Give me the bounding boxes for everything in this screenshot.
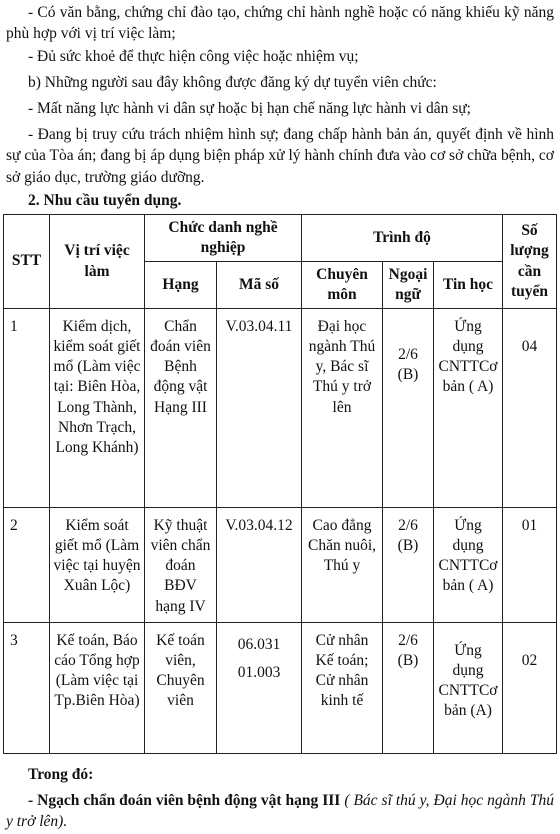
header-code: Mã số <box>217 262 302 309</box>
cell-rank: Chẩn đoán viên Bệnh động vật Hạng III <box>145 309 217 508</box>
cell-specialty: Cử nhân Kế toán; Cử nhân kinh tế <box>302 623 383 754</box>
header-level-group: Trình độ <box>302 215 503 262</box>
table-row <box>4 309 557 508</box>
cell-language: 2/6 (B) <box>383 623 434 754</box>
cell-code: V.03.04.11 <box>217 309 302 508</box>
header-title-group: Chức danh nghề nghiệp <box>145 215 302 262</box>
outro-note-bold: - Ngạch chẩn đoán viên bệnh động vật hạng III <box>28 792 341 809</box>
recruitment-table <box>3 214 557 754</box>
section-title: 2. Nhu cầu tuyển dụng. <box>28 192 182 209</box>
intro-paragraph-2: - Đủ sức khoẻ để thực hiện công việc hoặc nhiệm vụ; <box>28 48 359 65</box>
cell-position: Kế toán, Báo cáo Tổng hợp (Làm việc tại Tp.Biên Hòa) <box>50 623 145 754</box>
header-language: Ngoại ngữ <box>383 262 434 309</box>
header-stt: STT <box>4 215 50 309</box>
cell-rank: Kế toán viên, Chuyên viên <box>145 623 217 754</box>
intro-paragraph-3: b) Những người sau đây không được đăng ký dự tuyển viên chức: <box>28 74 437 91</box>
cell-specialty: Đại học ngành Thú y, Bác sĩ Thú y trở lên <box>302 309 383 508</box>
outro-note <box>6 790 554 833</box>
header-it: Tin học <box>434 262 503 309</box>
cell-quantity: 04 <box>503 309 557 508</box>
intro-paragraph-5: - Đang bị truy cứu trách nhiệm hình sự; đang chấp hành bản án, quyết định về hình sự của Tòa án; đang bị áp dụng biện pháp xử lý hành chính đưa vào cơ sở chữa bệnh, cơ sở giáo dục, trường giáo dưỡng. <box>6 126 554 186</box>
intro-paragraph-4: - Mất năng lực hành vi dân sự hoặc bị hạn chế năng lực hành vi dân sự; <box>28 100 471 117</box>
cell-code: 06.031 01.003 <box>217 623 302 754</box>
cell-it: Ứng dụng CNTTCơ bản ( A) <box>434 508 503 623</box>
cell-rank: Kỹ thuật viên chẩn đoán BĐV hạng IV <box>145 508 217 623</box>
cell-position: Kiểm dịch, kiểm soát giết mổ (Làm việc tại: Biên Hòa, Long Thành, Nhơn Trạch, Long Khánh) <box>50 309 145 508</box>
cell-it: Ứng dụng CNTTCơ bản ( A) <box>434 309 503 508</box>
cell-stt: 1 <box>4 309 50 508</box>
table-header-row <box>4 215 557 262</box>
cell-quantity: 02 <box>503 623 557 754</box>
cell-specialty: Cao đẳng Chăn nuôi, Thú y <box>302 508 383 623</box>
cell-code: V.03.04.12 <box>217 508 302 623</box>
intro-paragraph-1: - Có văn bằng, chứng chỉ đào tạo, chứng chỉ hành nghề hoặc có năng khiếu kỹ năng phù hợp với vị trí việc làm; <box>6 4 554 43</box>
outro-heading: Trong đó: <box>28 766 94 783</box>
cell-quantity: 01 <box>503 508 557 623</box>
header-position: Vị trí việc làm <box>50 215 145 309</box>
cell-language: 2/6 (B) <box>383 309 434 508</box>
table-row <box>4 623 557 754</box>
header-quantity: Số lượng cần tuyển <box>503 215 557 309</box>
cell-language: 2/6 (B) <box>383 508 434 623</box>
table-row <box>4 508 557 623</box>
cell-it: Ứng dụng CNTTCơ bản (A) <box>434 623 503 754</box>
header-specialty: Chuyên môn <box>302 262 383 309</box>
outro-note-italic: ( Bác sĩ thú y, Đại học ngành Thú y trở lên). <box>6 792 554 831</box>
cell-position: Kiểm soát giết mổ (Làm việc tại huyện Xuân Lộc) <box>50 508 145 623</box>
cell-stt: 3 <box>4 623 50 754</box>
header-rank: Hạng <box>145 262 217 309</box>
cell-stt: 2 <box>4 508 50 623</box>
